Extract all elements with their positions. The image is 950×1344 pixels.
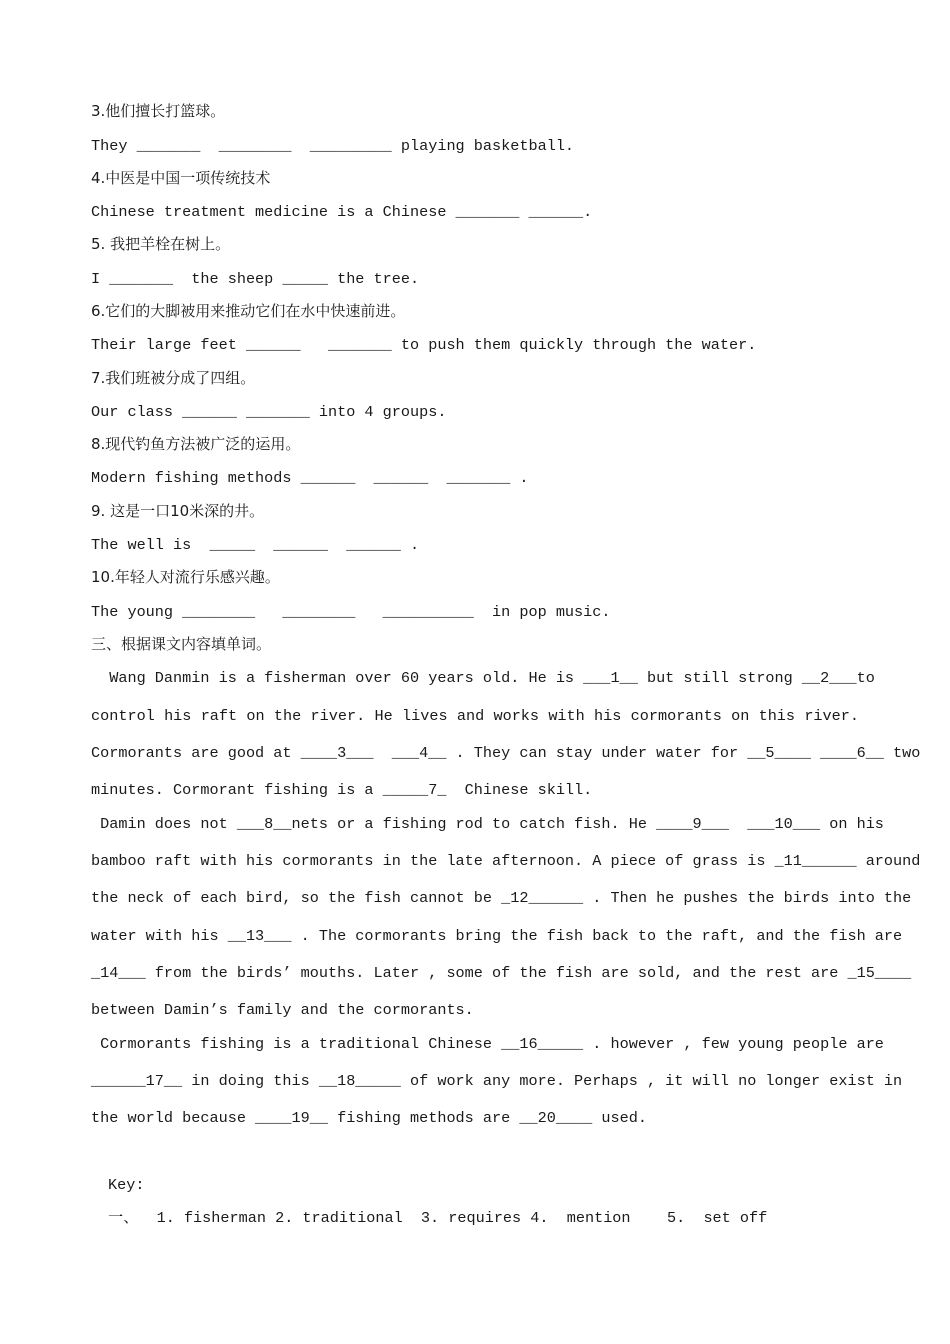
item-8-english: Modern fishing methods ______ ______ _______ . bbox=[91, 469, 529, 487]
passage-line: between Damin’s family and the cormorants. bbox=[91, 1001, 474, 1019]
item-10-english: The young ________ ________ __________ in pop music. bbox=[91, 603, 611, 621]
passage-line: control his raft on the river. He lives and works with his cormorants on this river. bbox=[91, 707, 859, 725]
item-6-english: Their large feet ______ _______ to push them quickly through the water. bbox=[91, 336, 757, 354]
section-3-heading: 三、根据课文内容填单词。 bbox=[91, 635, 272, 653]
passage-line: minutes. Cormorant fishing is a _____7_ Chinese skill. bbox=[91, 781, 593, 799]
item-3-chinese: 3.他们擅长打篮球。 bbox=[91, 102, 226, 120]
key-label: Key: bbox=[108, 1176, 145, 1194]
passage-line: Cormorants fishing is a traditional Chinese __16_____ . however , few young people are bbox=[91, 1035, 884, 1053]
passage-line: Wang Danmin is a fisherman over 60 years old. He is ___1__ but still strong __2___to bbox=[91, 669, 875, 687]
item-7-chinese: 7.我们班被分成了四组。 bbox=[91, 369, 256, 387]
item-10-chinese: 10.年轻人对流行乐感兴趣。 bbox=[91, 568, 280, 586]
item-7-english: Our class ______ _______ into 4 groups. bbox=[91, 403, 447, 421]
passage-line: bamboo raft with his cormorants in the late afternoon. A piece of grass is _11______ around bbox=[91, 852, 921, 870]
item-5-chinese: 5. 我把羊栓在树上。 bbox=[91, 235, 231, 253]
item-5-english: I _______ the sheep _____ the tree. bbox=[91, 270, 420, 288]
passage-line: the neck of each bird, so the fish cannot be _12______ . Then he pushes the birds into the bbox=[91, 889, 912, 907]
item-9-chinese: 9. 这是一口10米深的井。 bbox=[91, 502, 265, 520]
item-3-english: They _______ ________ _________ playing basketball. bbox=[91, 137, 575, 155]
passage-line: the world because ____19__ fishing methods are __20____ used. bbox=[91, 1109, 647, 1127]
item-9-english: The well is _____ ______ ______ . bbox=[91, 536, 420, 554]
passage-line: water with his __13___ . The cormorants bring the fish back to the raft, and the fish are bbox=[91, 927, 903, 945]
passage-line: _14___ from the birds’ mouths. Later , some of the fish are sold, and the rest are _15____ bbox=[91, 964, 912, 982]
item-4-english: Chinese treatment medicine is a Chinese _______ ______. bbox=[91, 203, 593, 221]
item-4-chinese: 4.中医是中国一项传统技术 bbox=[91, 169, 271, 187]
passage-line: Damin does not ___8__nets or a fishing rod to catch fish. He ____9___ ___10___ on his bbox=[91, 815, 884, 833]
passage-line: ______17__ in doing this __18_____ of work any more. Perhaps , it will no longer exist in bbox=[91, 1072, 903, 1090]
passage-line: Cormorants are good at ____3___ ___4__ . They can stay under water for __5____ ____6__ two bbox=[91, 744, 921, 762]
item-8-chinese: 8.现代钓鱼方法被广泛的运用。 bbox=[91, 435, 301, 453]
key-line-1: 一、 1. fisherman 2. traditional 3. requires 4. mention 5. set off bbox=[108, 1209, 768, 1227]
item-6-chinese: 6.它们的大脚被用来推动它们在水中快速前进。 bbox=[91, 302, 406, 320]
